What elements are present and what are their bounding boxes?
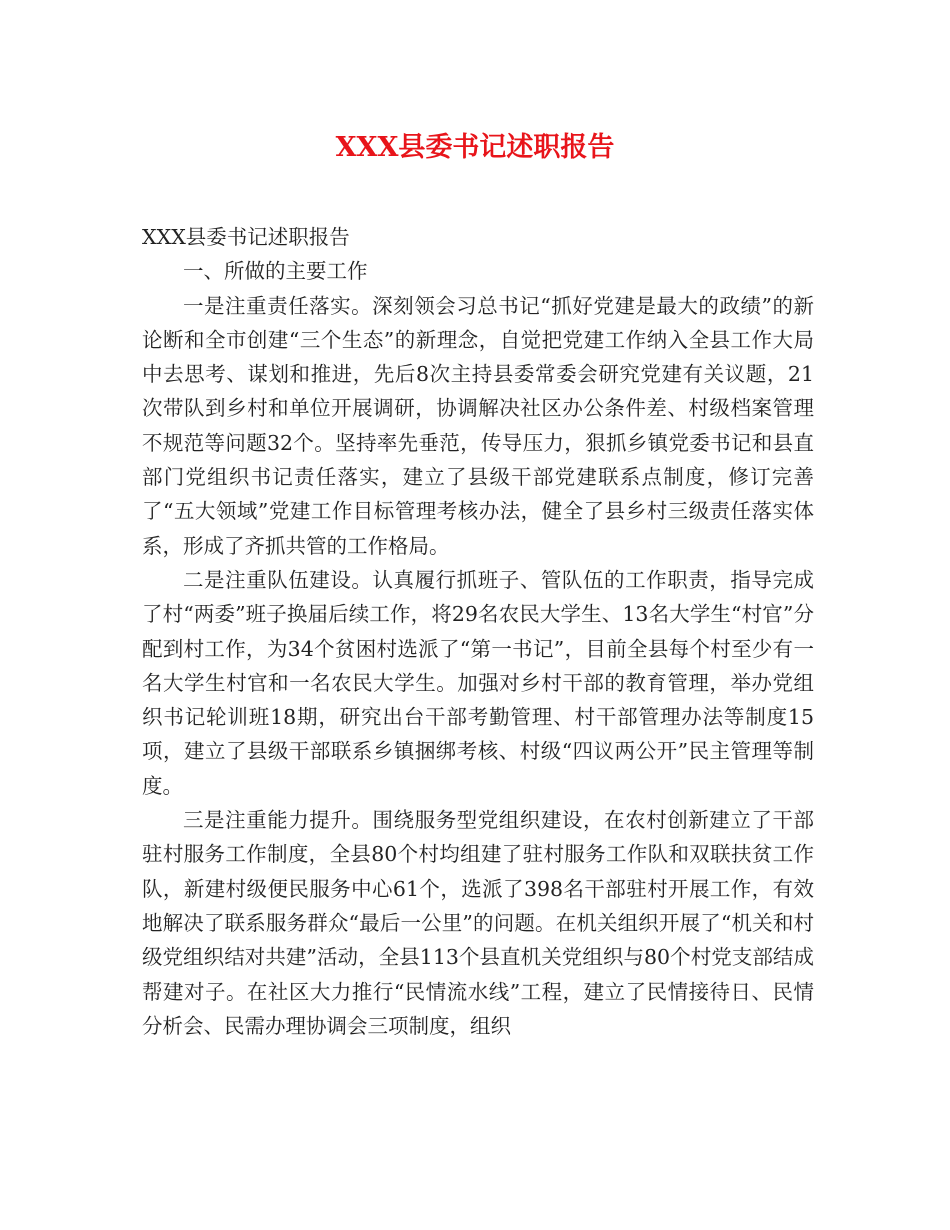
- section-heading: 一、所做的主要工作: [183, 259, 368, 284]
- paragraph-capability: 三是注重能力提升。围绕服务型党组织建设，在农村创新建立了干部驻村服务工作制度，全县80个村均组建了驻村服务工作队和双联扶贫工作队，新建村级便民服务中心61个，选派了398名干部驻村开展工作，有效地解决了联系服务群众“最后一公里”的问题。在机关组织开展了“机关和村级党组织结对共建”活动，全县113个县直机关党组织与80个村党支部结成帮建对子。在社区大力推行“民情流水线”工程，建立了民情接待日、民情分析会、民需办理协调会三项制度，组织: [142, 808, 814, 1038]
- paragraph-responsibility: 一是注重责任落实。深刻领会习总书记“抓好党建是最大的政绩”的新论断和全市创建“三个生态”的新理念，自觉把党建工作纳入全县工作大局中去思考、谋划和推进，先后8次主持县委常委会研究党建有关议题，21次带队到乡村和单位开展调研，协调解决社区办公条件差、村级档案管理不规范等问题32个。坚持率先垂范，传导压力，狠抓乡镇党委书记和县直部门党组织书记责任落实，建立了县级干部党建联系点制度，修订完善了“五大领域”党建工作目标管理考核办法，健全了县乡村三级责任落实体系，形成了齐抓共管的工作格局。: [142, 293, 814, 558]
- document-body: [142, 220, 814, 1043]
- paragraph-team-building: 二是注重队伍建设。认真履行抓班子、管队伍的工作职责，指导完成了村“两委”班子换届后续工作，将29名农民大学生、13名大学生“村官”分配到村工作，为34个贫困村选派了“第一书记”，目前全县每个村至少有一名大学生村官和一名农民大学生。加强对乡村干部的教育管理，举办党组织书记轮训班18期，研究出台干部考勤管理、村干部管理办法等制度15项，建立了县级干部联系乡镇捆绑考核、村级“四议两公开”民主管理等制度。: [142, 567, 814, 798]
- document-title: XXX县委书记述职报告: [335, 132, 615, 163]
- subtitle-line: XXX县委书记述职报告: [142, 225, 350, 249]
